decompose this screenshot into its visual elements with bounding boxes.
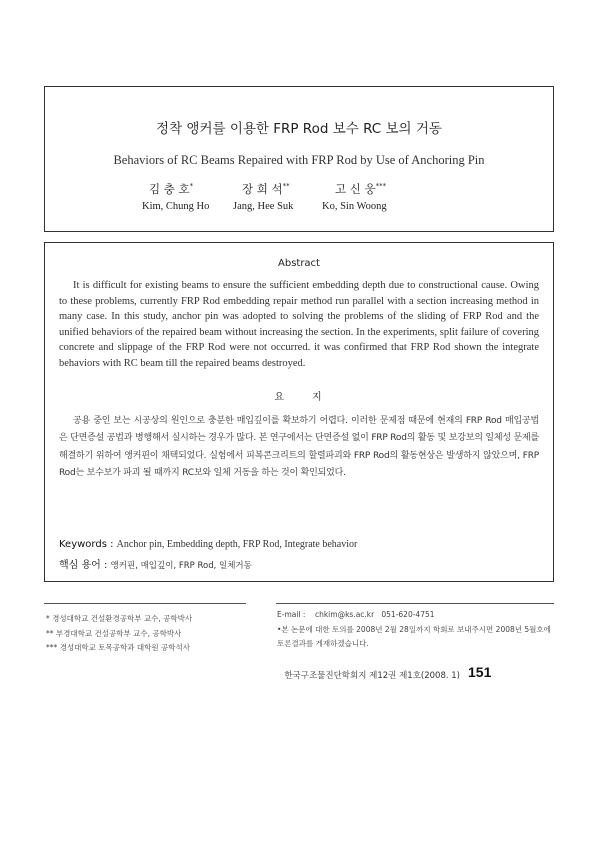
footnote-rule-right bbox=[276, 603, 554, 604]
discussion-note: •본 논문에 대한 토의를 2008년 2월 28일까지 학회로 보내주시면 2008년 5월호에 토론결과를 게재하겠습니다. bbox=[277, 624, 551, 648]
keywords-value: Anchor pin, Embedding depth, FRP Rod, Integrate behavior bbox=[116, 539, 358, 550]
author-2-ko bbox=[242, 181, 290, 197]
yoji-heading: 요 지 bbox=[274, 392, 324, 403]
abstract-heading: Abstract bbox=[278, 258, 320, 269]
affiliation-footnotes bbox=[46, 612, 192, 656]
contact-footnotes bbox=[277, 608, 552, 652]
author-3-name-ko: 고 신 웅 bbox=[335, 182, 376, 196]
authors-korean bbox=[45, 181, 553, 197]
yoji-text: 공용 중인 보는 시공상의 원인으로 충분한 매입깊이를 확보하기 어렵다. 이러한 문제점 때문에 현재의 FRP Rod 매입공법은 단면증설 공법과 병행해서 실시하는 경우가 많다. 본 연구에서는 단면증설 없이 FRP Rod의 활동 및 보강보의 일체성 문제를 해결하기 위하여 앵커핀이 채택되었다. 실험에서 피복콘크리트의 할렬파괴와 FRP Rod의 활동현상은 발생하지 않았으며, FRP Rod는 보수보가 파괴 될 때까지 RC보와 일체 거동을 하는 것이 확인되었다. bbox=[59, 416, 539, 478]
paper-title-korean: 정착 앵커를 이용한 FRP Rod 보수 RC 보의 거동 bbox=[156, 121, 442, 137]
footnote-1: * 경성대학교 건설환경공학부 교수, 공학박사 bbox=[46, 614, 193, 623]
abstract-text: It is difficult for existing beams to ensure the sufficient embedding depth due to constructional cause. Owing to these problems, currently FRP Rod embedding repair method run parallel with a section increasing method in many case. In this study, anchor pin was adopted to solving the problems of the sliding of FRP Rod and the unified behaviors of the repaired beam without increasing the section. In the experiments, split failure of covering concrete and slippage of the FRP Rod were not occurred. it was confirmed that FRP Rod shown the integrate behaviors with RC beam till the repaired beams destroyed. bbox=[59, 280, 539, 369]
title-box bbox=[44, 86, 554, 232]
author-2-name-ko: 장 희 석 bbox=[242, 182, 283, 196]
abstract-box bbox=[44, 242, 554, 582]
keywords-english bbox=[59, 539, 357, 550]
footnote-3: *** 경성대학교 토목공학과 대학원 공학석사 bbox=[46, 643, 190, 652]
email-line: E-mail : chkim@ks.ac.kr 051-620-4751 bbox=[277, 610, 435, 619]
author-1-name-ko: 김 충 호 bbox=[149, 182, 190, 196]
footnote-2: ** 부경대학교 건설공학부 교수, 공학박사 bbox=[46, 628, 182, 638]
footnote-rule-left bbox=[44, 603, 246, 604]
journal-citation: 한국구조물진단학회지 제12권 제1호(2008. 1) bbox=[284, 671, 460, 681]
author-1-mark: * bbox=[189, 182, 194, 191]
author-1-en: Kim, Chung Ho bbox=[142, 201, 210, 212]
keywords-ko-value: 앵커핀, 매입깊이, FRP Rod, 일체거동 bbox=[110, 561, 252, 571]
keywords-ko-label: 핵심 용어 : bbox=[59, 560, 108, 571]
keywords-korean bbox=[59, 556, 252, 571]
authors-english bbox=[45, 201, 553, 215]
author-3-en: Ko, Sin Woong bbox=[322, 201, 387, 212]
author-3-ko bbox=[335, 181, 386, 197]
author-3-mark: *** bbox=[375, 182, 387, 191]
author-2-mark: ** bbox=[282, 182, 290, 191]
author-1-ko bbox=[149, 181, 193, 197]
page-number: 151 bbox=[468, 664, 492, 680]
keywords-label: Keywords : bbox=[59, 539, 114, 550]
paper-title-english: Behaviors of RC Beams Repaired with FRP Rod by Use of Anchoring Pin bbox=[113, 153, 485, 167]
author-2-en: Jang, Hee Suk bbox=[233, 201, 294, 212]
